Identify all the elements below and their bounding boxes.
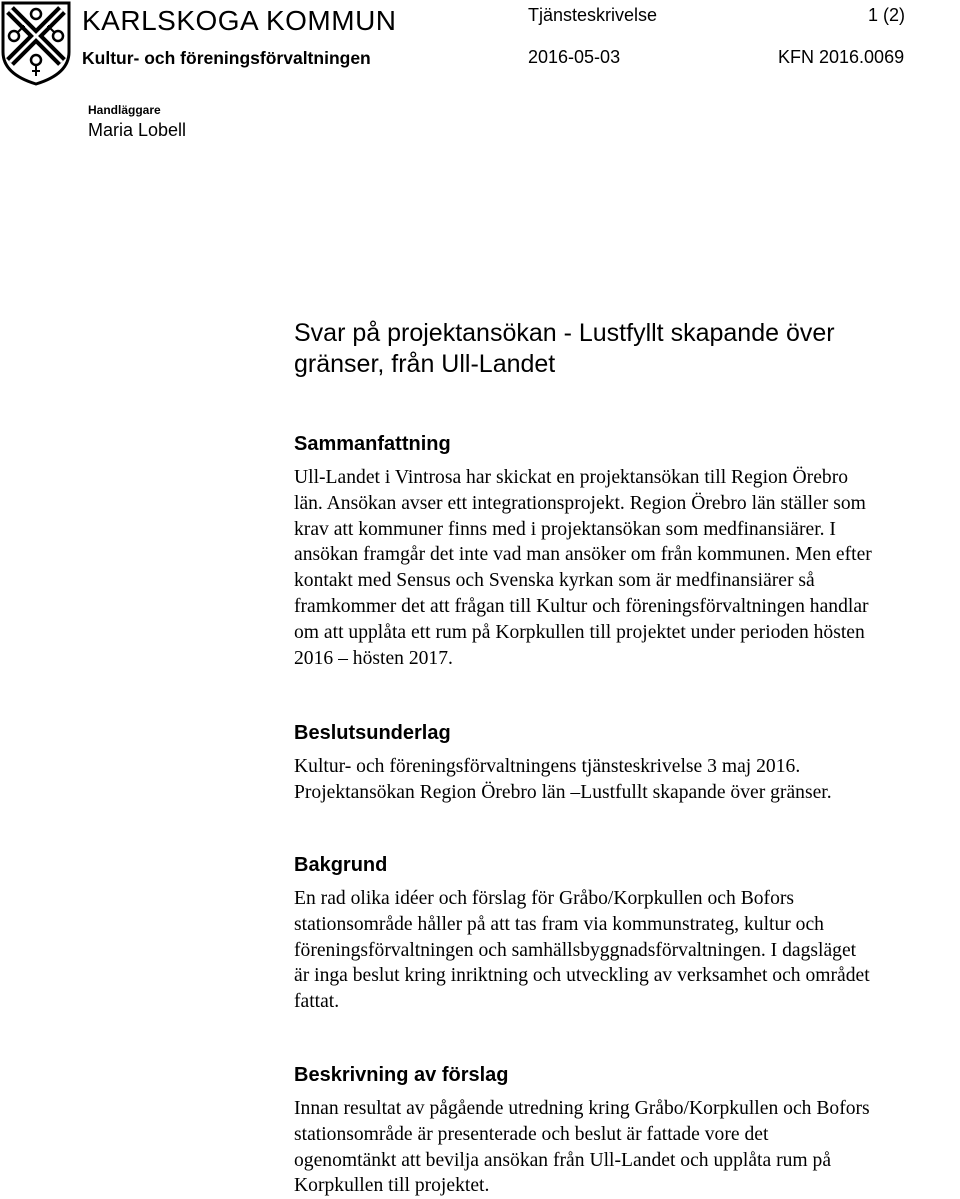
decision-basis-heading: Beslutsunderlag [294,722,451,744]
proposal-description-paragraph [294,1096,960,1199]
text-line: föreningsförvaltningen och samhällsbyggnadsförvaltningen. I dagsläget [294,939,857,961]
text-line: ogenomtänkt att bevilja ansökan från Ull-Landet och upplåta rum på [294,1149,832,1171]
document-type: Tjänsteskrivelse [528,5,658,25]
summary-heading: Sammanfattning [294,433,451,455]
text-line: Ull-Landet i Vintrosa har skickat en projektansökan till Region Örebro [294,467,849,488]
page-title [294,318,934,380]
text-line: En rad olika idéer och förslag för Gråbo/Korpkullen och Bofors [294,888,795,909]
text-line: 2016 – hösten 2017. [294,647,453,669]
text-line: är inga beslut kring inriktning och utveckling av verksamhet och området [294,965,870,987]
document-date: 2016-05-03 [528,47,621,67]
text-line: Projektansökan Region Örebro län –Lustfullt skapande över gränser. [294,781,832,803]
background-heading: Bakgrund [294,854,388,876]
handler-name: Maria Lobell [88,120,187,140]
text-line: län. Ansökan avser ett integrationsprojekt. Region Örebro län ställer som [294,492,866,514]
organization-name: KARLSKOGA KOMMUN [82,5,397,36]
decision-basis-paragraph [294,754,960,806]
handler-label: Handläggare [88,103,161,117]
text-line: Kultur- och föreningsförvaltningens tjänsteskrivelse 3 maj 2016. [294,756,801,777]
proposal-description-heading: Beskrivning av förslag [294,1064,509,1086]
text-line: krav att kommuner finns med i projektansökan som medfinansiärer. I [294,518,836,540]
text-line: framkommer det att frågan till Kultur och föreningsförvaltningen handlar [294,595,869,617]
background-paragraph [294,886,960,1015]
summary-paragraph [294,465,960,671]
title-line: gränser, från Ull-Landet [294,350,556,378]
department-name: Kultur- och föreningsförvaltningen [82,48,371,68]
text-line: om att upplåta ett rum på Korpkullen till projektet under perioden hösten [294,621,865,643]
text-line: ansökan framgår det inte vad man ansöker om från kommunen. Men efter [294,544,872,566]
text-line: Innan resultat av pågående utredning kring Gråbo/Korpkullen och Bofors [294,1098,870,1119]
text-line: stationsområde håller på att tas fram via kommunstrateg, kultur och [294,913,824,935]
text-line: Korpkullen till projektet. [294,1175,490,1197]
text-line: fattat. [294,991,340,1013]
page-number: 1 (2) [868,5,906,25]
coat-of-arms-icon [0,0,72,86]
text-line: kontakt med Sensus och Svenska kyrkan som är medfinansiärer så [294,570,815,592]
title-line: Svar på projektansökan - Lustfyllt skapande över [294,319,835,347]
document-reference: KFN 2016.0069 [778,47,905,67]
text-line: stationsområde är presenterade och beslut är fattade vore det [294,1123,769,1145]
